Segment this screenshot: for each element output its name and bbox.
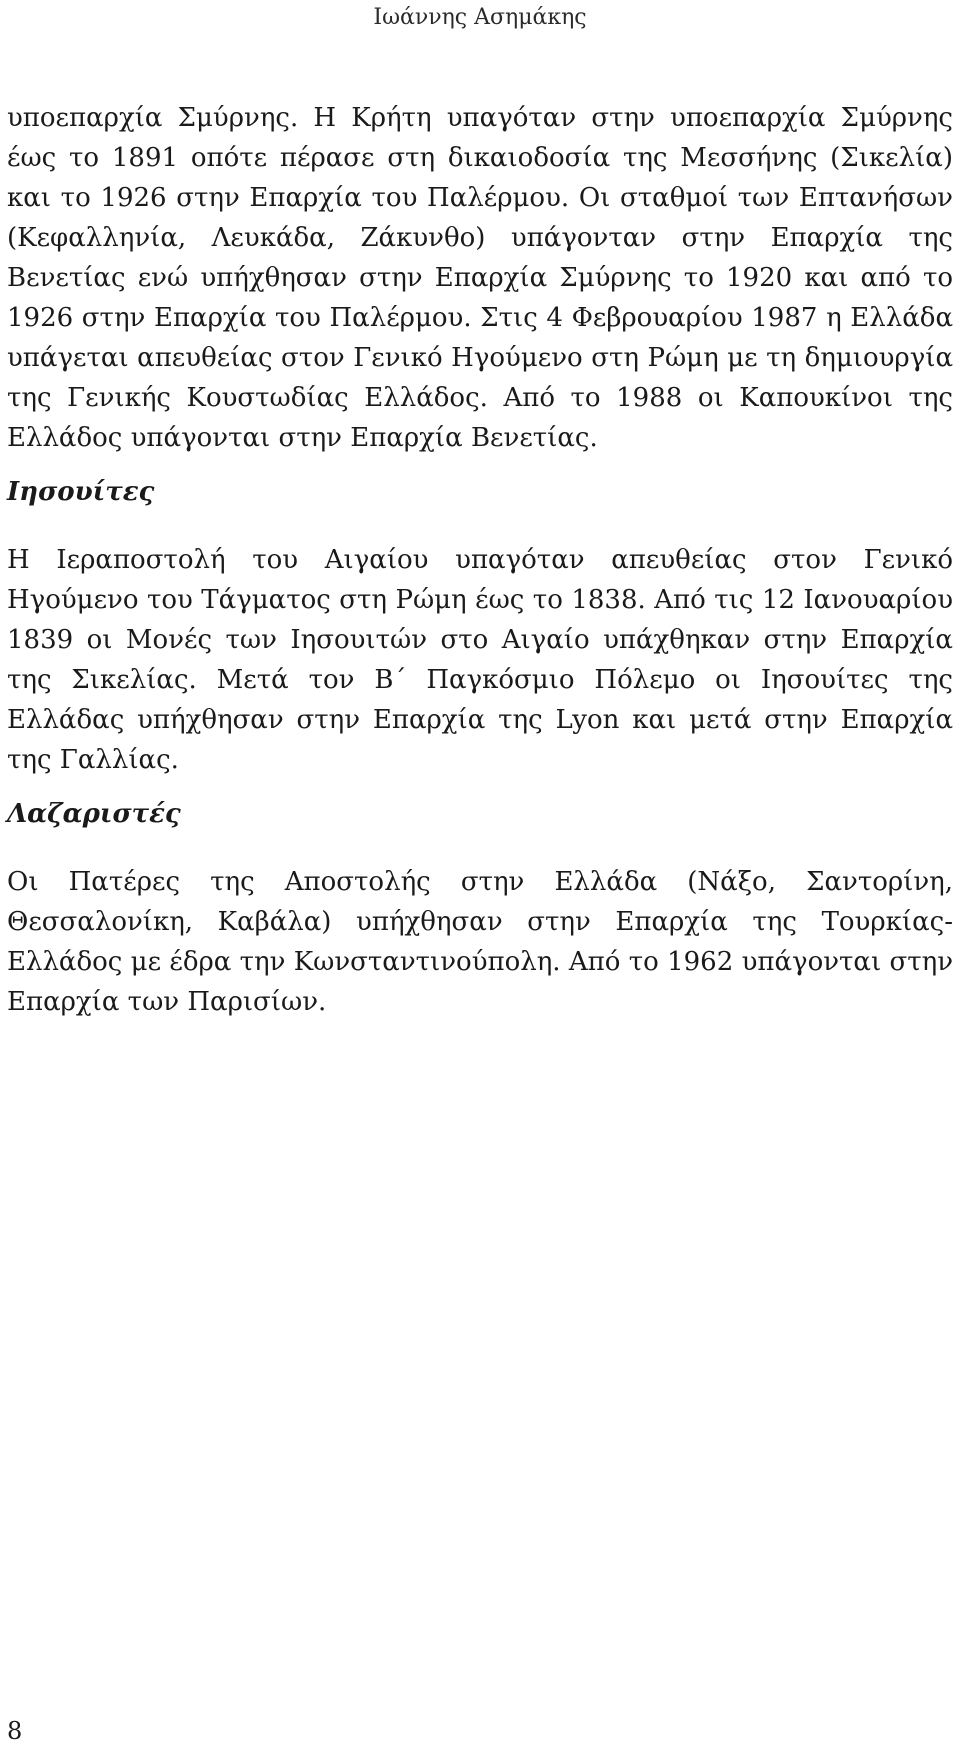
running-header: Ιωάννης Ασημάκης xyxy=(373,5,587,30)
section-heading-lazarists: Λαζαριστές xyxy=(7,799,181,829)
paragraph-capuchins: υποεπαρχία Σμύρνης. Η Κρήτη υπαγόταν στην υποεπαρχία Σμύρνης έως το 1891 οπότε πέρασε στη δικαιοδοσία της Μεσσήνης (Σικελία) και το 1926 στην Επαρχία του Παλέρμου. Οι σταθμοί των Επτανήσων (Κεφαλληνία, Λευκάδα, Ζάκυνθο) υπάγονταν στην Επαρχία της Βενετίας ενώ υπήχθησαν στην Επαρχία Σμύρνης το 1920 και από το 1926 στην Επαρχία του Παλέρμου. Στις 4 Φεβρουαρίου 1987 η Ελλάδα υπάγεται απευθείας στον Γενικό Ηγούμενο στη Ρώμη με τη δημιουργία της Γενικής Κουστωδίας Ελλάδος. Από το 1988 οι Καπουκίνοι της Ελλάδος υπάγονται στην Επαρχία Βενετίας. xyxy=(7,103,953,453)
paragraph-lazarists: Οι Πατέρες της Αποστολής στην Ελλάδα (Νάξο, Σαντορίνη, Θεσσαλονίκη, Καβάλα) υπήχθησαν στην Επαρχία της Τουρκίας-Ελλάδος με έδρα την Κωνσταντινούπολη. Από το 1962 υπάγονται στην Επαρχία των Παρισίων. xyxy=(7,867,953,1017)
section-heading-jesuits: Ιησουίτες xyxy=(7,477,155,507)
paragraph-jesuits: Η Ιεραποστολή του Αιγαίου υπαγόταν απευθείας στον Γενικό Ηγούμενο του Τάγματος στη Ρώμη έως το 1838. Από τις 12 Ιανουαρίου 1839 οι Μονές των Ιησουιτών στο Αιγαίο υπάχθηκαν στην Επαρχία της Σικελίας. Μετά τον Β΄ Παγκόσμιο Πόλεμο οι Ιησουίτες της Ελλάδας υπήχθησαν στην Επαρχία της Lyon και μετά στην Επαρχία της Γαλλίας. xyxy=(7,545,953,775)
page-number: 8 xyxy=(7,1717,23,1745)
page-body xyxy=(7,98,953,1022)
